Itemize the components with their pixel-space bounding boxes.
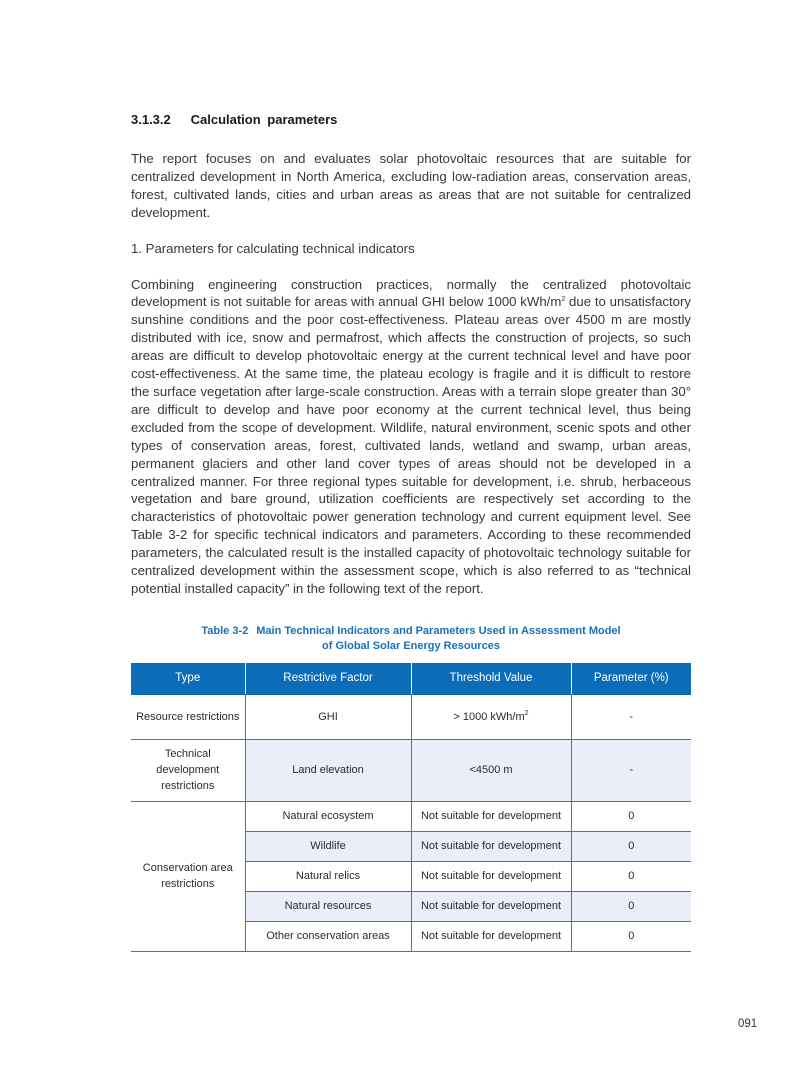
header-type: Type (131, 663, 245, 695)
factor-cell: Natural relics (245, 861, 411, 891)
superscript: 2 (561, 296, 566, 304)
threshold-cell: Not suitable for development (411, 891, 571, 921)
type-cell: Resource restrictions (131, 694, 245, 739)
header-parameter: Parameter (%) (571, 663, 691, 695)
table-row (131, 694, 691, 739)
paragraph-text: due to unsatisfactory sunshine conditions and the poor cost-effectiveness. Plateau areas over 4500 m are mostly distributed with ice, snow and permafrost, which affects the construction of projects, so such areas are difficult to develop photovoltaic energy at the current technical level and have poor cost-effectiveness. At the same time, the plateau ecology is fragile and it is difficult to restore the surface vegetation after large-scale construction. Areas with a terrain slope greater than 30° are difficult to develop and have poor economy at the current technical level, thus being excluded from the scope of development. Wildlife, natural environment, scenic spots and other types of conservation areas, forest, cultivated lands, wetland and swamp, urban areas, permanent glaciers and other land cover types of areas should not be developed in a centralized manner. For three regional types suitable for development, i.e. shrub, herbaceous vegetation and bare ground, utilization coefficients are respectively set according to the characteristics of photovoltaic power generation technology and current equipment level. See Table 3-2 for specific technical indicators and parameters. According to these recommended parameters, the calculated result is the installed capacity of photovoltaic technology suitable for centralized development within the assessment scope, which is also referred to as “technical potential installed capacity” in the following text of the report. (131, 294, 691, 596)
subheading-technical-indicators: 1. Parameters for calculating technical indicators (131, 240, 415, 256)
factor-cell: Wildlife (245, 831, 411, 861)
parameter-cell: - (571, 739, 691, 801)
factor-cell: Land elevation (245, 739, 411, 801)
paragraph-text: Combining engineering construction practices, normally the centralized photovoltaic development is not suitable for areas with annual GHI below 1000 kWh/m (131, 276, 691, 310)
technical-indicators-paragraph (131, 276, 691, 598)
table-header-row (131, 663, 691, 695)
parameter-cell: - (571, 694, 691, 739)
table-caption (131, 624, 691, 654)
header-threshold-value: Threshold Value (411, 663, 571, 695)
page-content (131, 111, 691, 952)
section-title: Calculation parameters (190, 112, 338, 127)
table-caption-line-1 (131, 624, 691, 639)
section-heading (131, 111, 691, 129)
factor-cell: Natural ecosystem (245, 801, 411, 831)
table-caption-line-2: of Global Solar Energy Resources (322, 639, 500, 652)
table-row (131, 801, 691, 831)
threshold-text: > 1000 kWh/m (453, 710, 525, 723)
technical-indicators-table (131, 663, 691, 952)
section-number: 3.1.3.2 (131, 112, 171, 127)
threshold-cell: <4500 m (411, 739, 571, 801)
threshold-cell: Not suitable for development (411, 801, 571, 831)
type-cell: Conservation area restrictions (131, 801, 245, 951)
factor-cell: GHI (245, 694, 411, 739)
table-row (131, 739, 691, 801)
header-restrictive-factor: Restrictive Factor (245, 663, 411, 695)
page-number: 091 (738, 1018, 758, 1030)
threshold-cell: Not suitable for development (411, 861, 571, 891)
threshold-cell (411, 694, 571, 739)
intro-paragraph: The report focuses on and evaluates solar photovoltaic resources that are suitable for centralized development in North America, excluding low-radiation areas, conservation areas, forest, cultivated lands, cities and urban areas as areas that are not suitable for centralized development. (131, 151, 691, 220)
type-cell: Technical development restrictions (131, 739, 245, 801)
threshold-cell: Not suitable for development (411, 921, 571, 951)
table-number: Table 3-2 (201, 624, 249, 637)
superscript: 2 (524, 709, 529, 717)
factor-cell: Natural resources (245, 891, 411, 921)
table-title: Main Technical Indicators and Parameters Used in Assessment Model (256, 624, 621, 637)
factor-cell: Other conservation areas (245, 921, 411, 951)
parameter-cell: 0 (571, 891, 691, 921)
parameter-cell: 0 (571, 801, 691, 831)
parameter-cell: 0 (571, 831, 691, 861)
threshold-cell: Not suitable for development (411, 831, 571, 861)
parameter-cell: 0 (571, 921, 691, 951)
parameter-cell: 0 (571, 861, 691, 891)
